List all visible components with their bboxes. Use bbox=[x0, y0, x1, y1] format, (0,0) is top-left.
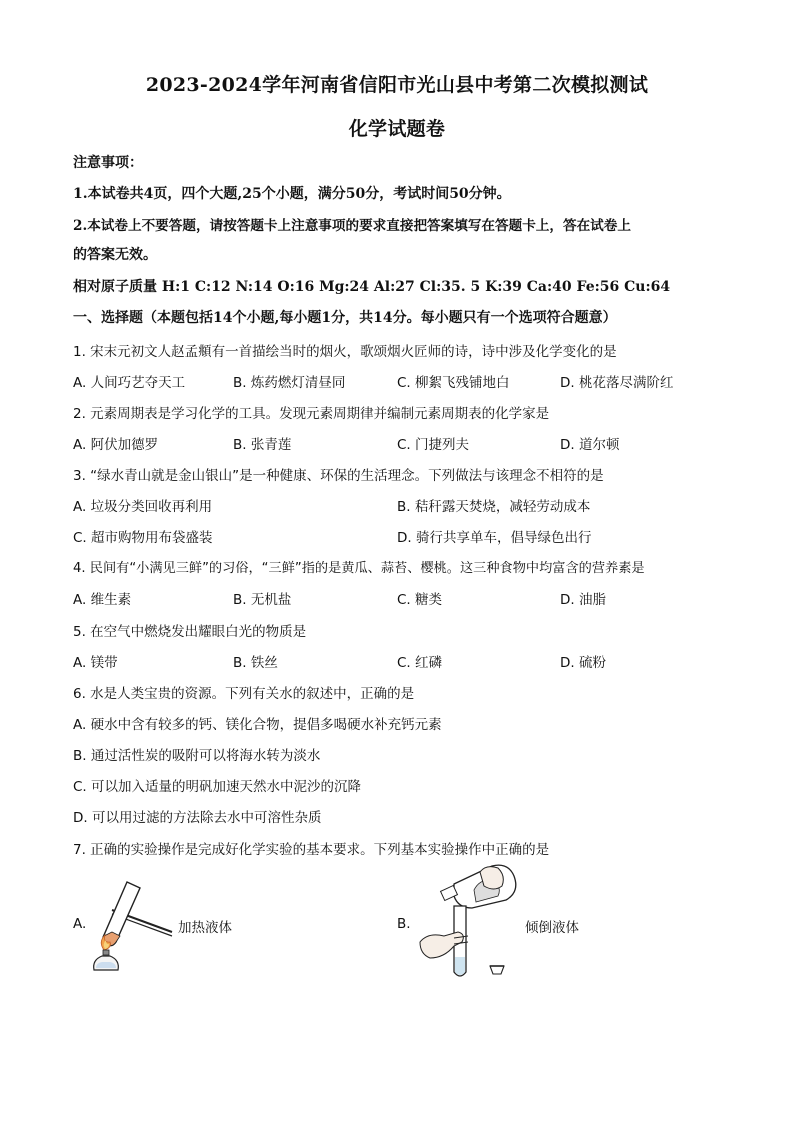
question-5-option-b[interactable]: B. 铁丝 bbox=[233, 655, 278, 671]
question-3-option-d[interactable]: D. 骑行共享单车，倡导绿色出行 bbox=[397, 530, 592, 546]
exam-title: 2023-2024学年河南省信阳市光山县中考第二次模拟测试 bbox=[145, 74, 649, 96]
question-1-option-d[interactable]: D. 桃花落尽满阶红 bbox=[560, 375, 674, 391]
question-5-option-c[interactable]: C. 红磷 bbox=[397, 655, 443, 671]
question-2-option-c[interactable]: C. 门捷列夫 bbox=[397, 437, 470, 453]
question-5-option-d[interactable]: D. 硫粉 bbox=[560, 655, 606, 671]
section-1-heading: 一、选择题（本题包括14个小题,每小题1分，共14分。每小题只有一个选项符合题意） bbox=[73, 310, 617, 326]
question-7-caption-a: 加热液体 bbox=[178, 920, 232, 936]
notice-item-1: 1.本试卷共4页，四个大题,25个小题，满分50分，考试时间50分钟。 bbox=[73, 186, 511, 202]
question-6-stem: 6. 水是人类宝贵的资源。下列有关水的叙述中，正确的是 bbox=[73, 686, 415, 702]
question-2-option-d[interactable]: D. 道尔顿 bbox=[560, 437, 620, 453]
question-3-option-c[interactable]: C. 超市购物用布袋盛装 bbox=[73, 530, 213, 546]
question-3-stem: 3. “绿水青山就是金山银山”是一种健康、环保的生活理念。下列做法与该理念不相符的是 bbox=[73, 468, 604, 484]
question-2-option-a[interactable]: A. 阿伏加德罗 bbox=[73, 437, 159, 453]
question-1-option-a[interactable]: A. 人间巧艺夺天工 bbox=[73, 375, 186, 391]
question-7-option-b[interactable]: B. bbox=[397, 916, 411, 932]
notice-item-2: 2.本试卷上不要答题，请按答题卡上注意事项的要求直接把答案填写在答题卡上，答在试卷上 bbox=[73, 218, 631, 234]
question-1-stem: 1. 宋末元初文人赵孟頫有一首描绘当时的烟火，歌颂烟火匠师的诗，诗中涉及化学变化的是 bbox=[73, 344, 617, 360]
question-3-option-b[interactable]: B. 秸秆露天焚烧，减轻劳动成本 bbox=[397, 499, 591, 515]
question-2-stem: 2. 元素周期表是学习化学的工具。发现元素周期律并编制元素周期表的化学家是 bbox=[73, 406, 550, 422]
question-7-caption-b: 倾倒液体 bbox=[525, 920, 579, 936]
notice-heading: 注意事项： bbox=[73, 155, 143, 171]
question-4-option-b[interactable]: B. 无机盐 bbox=[233, 592, 292, 608]
question-4-option-a[interactable]: A. 维生素 bbox=[73, 592, 132, 608]
question-4-option-d[interactable]: D. 油脂 bbox=[560, 592, 606, 608]
notice-item-2-cont: 的答案无效。 bbox=[73, 247, 157, 263]
pouring-liquid-illustration bbox=[414, 862, 526, 982]
question-6-option-d[interactable]: D. 可以用过滤的方法除去水中可溶性杂质 bbox=[73, 810, 322, 826]
question-4-stem: 4. 民间有“小满见三鲜”的习俗，“三鲜”指的是黄瓜、蒜苔、樱桃。这三种食物中均富含的营养素是 bbox=[73, 561, 645, 576]
question-6-option-b[interactable]: B. 通过活性炭的吸附可以将海水转为淡水 bbox=[73, 748, 321, 764]
question-7-option-a[interactable]: A. bbox=[73, 916, 87, 932]
heating-liquid-svg bbox=[90, 880, 180, 975]
question-5-option-a[interactable]: A. 镁带 bbox=[73, 655, 118, 671]
question-5-stem: 5. 在空气中燃烧发出耀眼白光的物质是 bbox=[73, 624, 307, 640]
question-6-option-c[interactable]: C. 可以加入适量的明矾加速天然水中泥沙的沉降 bbox=[73, 779, 362, 795]
question-3-option-a[interactable]: A. 垃圾分类回收再利用 bbox=[73, 499, 213, 515]
pouring-liquid-svg bbox=[414, 862, 526, 982]
heating-liquid-illustration bbox=[90, 880, 180, 975]
exam-subtitle: 化学试题卷 bbox=[348, 118, 446, 140]
question-1-option-b[interactable]: B. 炼药燃灯清昼同 bbox=[233, 375, 346, 391]
question-1-option-c[interactable]: C. 柳絮飞残铺地白 bbox=[397, 375, 510, 391]
question-4-option-c[interactable]: C. 糖类 bbox=[397, 592, 443, 608]
question-2-option-b[interactable]: B. 张青莲 bbox=[233, 437, 292, 453]
question-7-stem: 7. 正确的实验操作是完成好化学实验的基本要求。下列基本实验操作中正确的是 bbox=[73, 842, 550, 858]
atomic-mass-line: 相对原子质量 H:1 C:12 N:14 O:16 Mg:24 Al:27 Cl:35. 5 K:39 Ca:40 Fe:56 Cu:64 bbox=[73, 279, 671, 295]
question-6-option-a[interactable]: A. 硬水中含有较多的钙、镁化合物，提倡多喝硬水补充钙元素 bbox=[73, 717, 442, 733]
